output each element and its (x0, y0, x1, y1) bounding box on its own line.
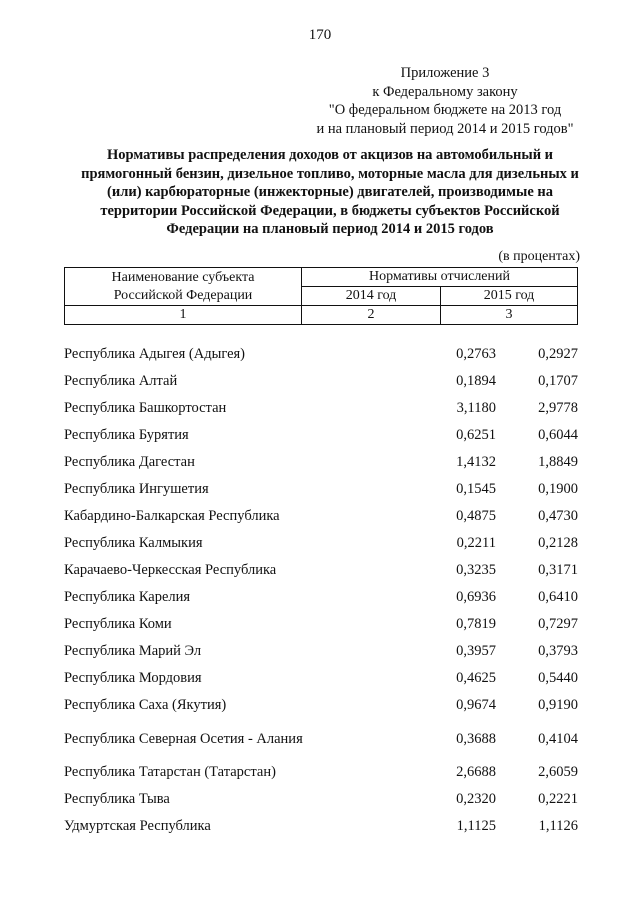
table-row (64, 395, 578, 422)
region-name: Республика Тыва (64, 791, 170, 807)
table-row (64, 719, 578, 759)
value-2015: 1,1126 (538, 818, 578, 834)
table-row (64, 476, 578, 503)
region-name: Карачаево-Черкесская Республика (64, 562, 277, 578)
value-2015: 0,2927 (538, 346, 578, 362)
table-row (64, 368, 578, 395)
table-row (64, 503, 578, 530)
region-name: Республика Алтай (64, 373, 178, 389)
region-name: Республика Мордовия (64, 670, 202, 686)
value-2015: 0,1900 (538, 481, 578, 497)
value-2014: 2,6688 (456, 764, 496, 780)
value-2014: 0,2763 (456, 346, 496, 362)
table-row (64, 341, 578, 368)
document-title: Нормативы распределения доходов от акцизов на автомобильный и прямогонный бензин, дизельное топливо, моторные масла для дизельных и (или) карбюраторные (инжекторные) двигателей, производимые на территории Российской Федерации, в бюджеты субъектов Российской Федерации на плановый период 2014 и 2015 годов (81, 147, 579, 237)
value-2014: 1,4132 (456, 454, 496, 470)
region-name: Республика Северная Осетия - Алания (64, 730, 303, 747)
region-name: Республика Бурятия (64, 427, 189, 443)
value-2014: 0,2320 (456, 791, 496, 807)
region-name: Республика Саха (Якутия) (64, 697, 227, 713)
column-header-line: Российской Федерации (113, 287, 253, 303)
value-2014: 0,7819 (456, 616, 496, 632)
value-2014: 0,6251 (456, 427, 496, 443)
column-header-name (65, 268, 302, 306)
region-name: Республика Дагестан (64, 454, 195, 470)
value-2014: 0,2211 (456, 535, 496, 551)
value-2015: 2,6059 (538, 764, 578, 780)
table-row (64, 759, 578, 786)
table-row (64, 530, 578, 557)
region-name: Республика Калмыкия (64, 535, 203, 551)
value-2015: 2,9778 (538, 400, 578, 416)
region-name: Республика Карелия (64, 589, 191, 605)
region-name: Республика Марий Эл (64, 643, 202, 659)
appendix-line: Приложение 3 (400, 65, 490, 81)
value-2014: 0,6936 (456, 589, 496, 605)
table-row (64, 557, 578, 584)
column-header-line: Наименование субъекта (111, 269, 255, 285)
appendix-reference (280, 64, 610, 138)
page-number: 170 (308, 27, 332, 43)
column-header-2014: 2014 год (302, 287, 441, 306)
data-table (64, 341, 578, 840)
value-2014: 3,1180 (456, 400, 496, 416)
region-name: Республика Татарстан (Татарстан) (64, 764, 276, 780)
table-row (64, 638, 578, 665)
value-2014: 0,4875 (456, 508, 496, 524)
value-2014: 0,1894 (456, 373, 496, 389)
appendix-line: "О федеральном бюджете на 2013 год (328, 102, 562, 118)
appendix-line: к Федеральному закону (372, 83, 518, 100)
region-name: Удмуртская Республика (64, 818, 211, 834)
region-name: Республика Ингушетия (64, 481, 209, 497)
region-name: Республика Коми (64, 616, 172, 632)
region-name: Республика Адыгея (Адыгея) (64, 346, 246, 362)
value-2015: 0,6410 (538, 589, 578, 605)
table-row (64, 813, 578, 840)
value-2015: 0,3171 (538, 562, 578, 578)
value-2014: 0,3235 (456, 562, 496, 578)
unit-note: (в процентах) (498, 249, 580, 264)
region-name: Республика Башкортостан (64, 400, 227, 416)
value-2015: 0,4104 (538, 730, 578, 747)
column-number: 3 (441, 306, 578, 325)
table-row (64, 665, 578, 692)
table-row (64, 584, 578, 611)
value-2015: 0,6044 (538, 427, 578, 443)
column-header-2015: 2015 год (441, 287, 578, 306)
value-2015: 0,4730 (538, 508, 578, 524)
column-group-header: Нормативы отчислений (302, 268, 578, 287)
column-number: 1 (65, 306, 302, 325)
region-name: Кабардино-Балкарская Республика (64, 508, 280, 524)
value-2015: 0,2221 (538, 791, 578, 807)
table-row (64, 692, 578, 719)
value-2014: 1,1125 (456, 818, 496, 834)
value-2015: 1,8849 (538, 454, 578, 470)
value-2015: 0,5440 (538, 670, 578, 686)
column-number: 2 (302, 306, 441, 325)
value-2015: 0,2128 (538, 535, 578, 551)
value-2014: 0,3957 (456, 643, 496, 659)
table-row (64, 786, 578, 813)
table-row (64, 611, 578, 638)
table-row (64, 449, 578, 476)
table-row (64, 422, 578, 449)
value-2015: 0,1707 (538, 373, 578, 389)
table-header (64, 267, 578, 325)
value-2014: 0,4625 (456, 670, 496, 686)
value-2015: 0,9190 (538, 697, 578, 713)
value-2014: 0,3688 (456, 730, 496, 747)
appendix-line: и на плановый период 2014 и 2015 годов" (316, 120, 574, 137)
value-2015: 0,7297 (538, 616, 578, 632)
value-2015: 0,3793 (538, 643, 578, 659)
value-2014: 0,1545 (456, 481, 496, 497)
value-2014: 0,9674 (456, 697, 496, 713)
